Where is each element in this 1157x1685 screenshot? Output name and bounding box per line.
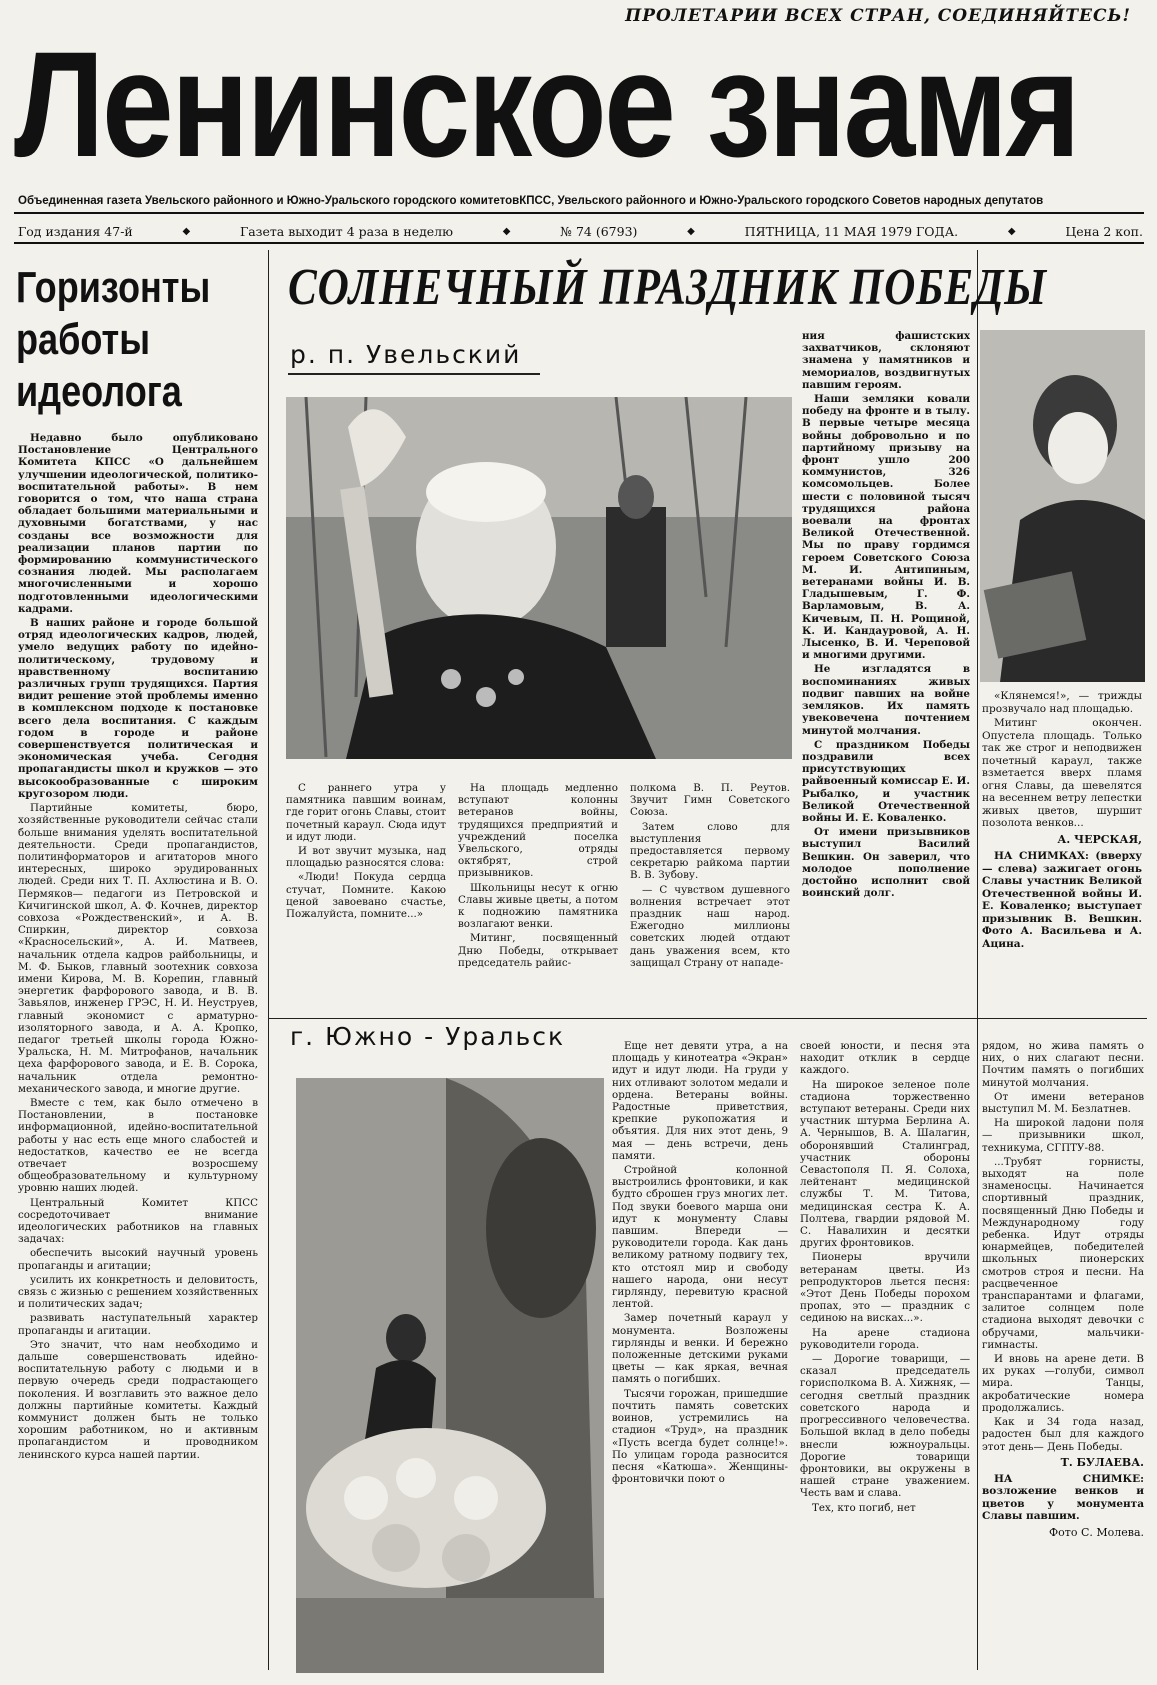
photo-caption-note: НА СНИМКЕ: возложение венков и цветов у монумента Славы павшим.: [982, 1472, 1144, 1523]
paragraph: обеспечить высокий научный уровень пропаганды и агитации;: [18, 1247, 258, 1272]
paragraph: На арене стадиона руководители города.: [800, 1326, 970, 1351]
paragraph: «Люди! Покуда сердца стучат, Помните. Какою ценой завоевано счастье, Пожалуйста, помните...»: [286, 871, 446, 921]
newspaper-title-text: Ленинское знамя: [14, 20, 1079, 188]
column-divider: [268, 250, 269, 1670]
article-column: [802, 330, 970, 1010]
section-divider: [268, 1018, 978, 1019]
paragraph: — Дорогие товарищи, — сказал председатель горисполкома В. А. Хижняк, — сегодня светлый праздник советского народа и прогрессивного человечества. Большой вклад в дело победы внесли южноуральцы. Дорогие товарищи фронтовики, вы окружены в нашей стране уважением. Честь вам и слава.: [800, 1353, 970, 1500]
paragraph: Стройной колонной выстроились фронтовики, и как будто сброшен груз многих лет. Под звуки боевого марша они идут к монументу Славы павшим. Впереди — руководители города. Как дань великому ратному подвигу тех, кто отстоял мир и свободу нашего народа, они несут гирлянду, перевитую красной лентой.: [612, 1164, 788, 1311]
paragraph: Митинг окончен. Опустела площадь. Только так же строг и неподвижен почетный караул, также взметается вверх пламя огня Славы, да шевелятся на весеннем ветру лепестки живых цветов, шуршит позолота венков...: [982, 717, 1142, 829]
left-article-body: [18, 432, 258, 1664]
paragraph: Как и 34 года назад, радостен был для каждого этот день— День Победы.: [982, 1416, 1144, 1453]
paragraph: С праздником Победы поздравили всех присутствующих райвоенный комиссар Е. И. Рыбалко, и участник Великой Отечественной войны И. Е. Коваленко.: [802, 738, 970, 824]
main-headline: СОЛНЕЧНЫЙ ПРАЗДНИК ПОБЕДЫ: [288, 259, 1047, 316]
photo-caption-note: НА СНИМКАХ: (вверху— слева) зажигает огонь Славы участник Великой Отечественной войны И. Е. Коваленко; выступает призывник В. Вешкин. Фото А. Васильева и А. Ацина.: [982, 850, 1142, 950]
issue-info-bar: [18, 224, 1143, 239]
column-divider: [977, 250, 978, 1670]
paragraph: Партийные комитеты, бюро, хозяйственные руководители сейчас стали больше внимания уделять воспитательной деятельности. Среди пропагандистов, политинформаторов и агитаторов много интересных, широко эрудированных людей. Среди них Т. П. Ахлюстина и В. О. Пермяков— педагоги из Петровской и Кичигинской школ, А. Ф. Кочнев, директор совхоза «Рождественский», и А. В. Спиркин, директор совхоза «Красносельский», А. И. Матвеев, начальник отдела кадров райбольницы, и М. Ф. Быков, главный зоотехник совхоза имени Кирова, М. В. Корепин, главный энергетик фарфорового завода, и В. В. Завьялов, инженер ГРЭС, Н. И. Неуструев, главный экономист с арматурно-изоляторного завода, и А. А. Кропко, педагог третьей школы города Южно-Уральска, Н. М. Митрофанов, начальник цеха фарфорового завода, и Е. В. Сорока, начальник отдела ремонтно- механического завода, и многие другие.: [18, 802, 258, 1095]
diamond-icon: ◆: [1007, 226, 1016, 237]
paragraph: усилить их конкретность и деловитость, связь с жизнью с решением хозяйственных и политических задач;: [18, 1273, 258, 1311]
paragraph: Тех, кто погиб, нет: [812, 1501, 916, 1514]
photo-wreath-laying: [296, 1078, 604, 1673]
article-column: [612, 1040, 788, 1665]
paragraph: ния фашистских захватчиков, склоняют знамена у памятников и мемориалов, воздвигнутых павшим героям.: [802, 330, 970, 391]
issue-price: Цена 2 коп.: [1065, 224, 1143, 239]
paragraph: И вновь на арене дети. В их руках —голуби, символ мира. Танцы, акробатические номера продолжались.: [982, 1353, 1144, 1414]
paragraph: С раннего утра у памятника павшим воинам, где горит огонь Славы, стоит почетный караул. Сюда идут и идут люди.: [286, 782, 446, 843]
paragraph: На площадь медленно вступают колонны ветеранов войны, трудящихся предприятий и учреждений поселка Увельского, отряды октябрят, строй призывников.: [458, 782, 618, 880]
photo-credit: Фото С. Молева.: [1049, 1525, 1144, 1539]
paragraph: Вместе с тем, как было отмечено в Постановлении, в постановке информационной, идейно-воспитательной работы у нас есть еще много слабостей и недостатков, качество ее не всегда отвечает возросшему общеобразовательному и культурному уровню наших людей.: [18, 1096, 258, 1195]
photo-conscript-speaking: [980, 330, 1145, 682]
place-underline: [288, 373, 540, 375]
diamond-icon: ◆: [502, 226, 511, 237]
paragraph: От имени ветеранов выступил М. М. Безлатнев.: [982, 1090, 1144, 1116]
paragraph: На широкой ладони поля — призывники школ, техникума, СГПТУ-88.: [982, 1117, 1144, 1154]
paragraph: — С чувством душевного волнения встречает этот праздник наш народ. Ежегодно миллионы советских людей отдают дань уважения всем, кто защищал Страну от нападе-: [630, 883, 790, 969]
publication-frequency: Газета выходит 4 раза в неделю: [239, 224, 453, 239]
masthead-subtitle: Объединенная газета Увельского районного и Южно-Уральского городского комитетовКПСС, Увельского районного и Южно-Уральского городского Советов народных депутатов: [18, 195, 1044, 207]
paragraph: Еще нет девяти утра, а на площадь у кинотеатра «Экран» идут и идут люди. На груди у них отливают золотом медали и ордена. Ветераны войны. Радостные приветствия, крепкие рукопожатия и объятия. Для них этот день, 9 мая — день встречи, день памяти.: [612, 1040, 788, 1162]
paragraph: От имени призывников выступил Василий Вешкин. Он заверил, что молодое пополнение достойно исполнит свой воинский долг.: [802, 826, 970, 900]
diamond-icon: ◆: [687, 226, 695, 237]
issue-date: ПЯТНИЦА, 11 МАЯ 1979 ГОДА.: [744, 224, 959, 239]
issue-number: № 74 (6793): [560, 224, 638, 239]
article-column: [630, 782, 790, 1012]
paragraph: Тысячи горожан, пришедшие почтить память советских воинов, устремились на стадион «Труд», на праздник «Пусть всегда будет солнце!». По улицам города разносится песня «Катюша». Женщины-фронтовички поют о: [612, 1387, 788, 1486]
paragraph: ...Трубят горнисты, выходят на поле знаменосцы. Начинается спортивный праздник, посвященный Дню Победы и Международному году ребенка. Идут отряды юнармейцев, победителей школьных пионерских смотров строя и песни. На расцвеченное транспарантами и флагами, залитое солнцем поле стадиона выходят девочки с обручами, мальчики-гимнасты.: [982, 1155, 1144, 1351]
paragraph: Центральный Комитет КПСС сосредоточивает внимание идеологических работников на главных задачах:: [18, 1196, 258, 1246]
paragraph: рядом, но жива память о них, о них слагают песни. Почтим память о погибших минутой молчания.: [982, 1040, 1144, 1089]
newspaper-title: [14, 18, 1142, 190]
diamond-icon: ◆: [182, 226, 191, 237]
right-top-caption: [982, 690, 1142, 1010]
paragraph: Митинг, посвященный Дню Победы, открывает председатель райис-: [458, 932, 618, 969]
paragraph: Наши земляки ковали победу на фронте и в тылу. В первые четыре месяца войны добровольно и по партийному призыву на фронт ушло 200 коммунистов, 326 комсомольцев. Более шести с половиной тысяч трудящихся района воевали на фронтах Великой Отечественной. Мы по праву гордимся героем Советского Союза М. И. Антипиным, ветеранами войны И. В. Гладышевым, Г. Ф. Варламовым, В. А. Кичевым, П. Н. Рощиной, К. И. Кандауровой, А. Н. Лысенко, В. И. Череповой и многими другими.: [802, 393, 970, 662]
paragraph: «Клянемся!», — трижды прозвучало над площадью.: [982, 690, 1142, 715]
divider-rule: [14, 242, 1144, 244]
author-signature: А. ЧЕРСКАЯ,: [1057, 832, 1142, 846]
publication-year: Год издания 47-й: [18, 224, 133, 239]
paragraph: Недавно было опубликовано Постановление Центрального Комитета КПСС «О дальнейшем улучшении идеологической, политико-воспитательной работы». В нем говорится о том, что наша страна обладает большими материальными и духовными богатствами, у нас созданы все возможности для реализации планов партии по формированию коммунистического сознания людей. Мы располагаем многочисленными и хорошо подготовленными идеологическими кадрами.: [18, 432, 258, 615]
paragraph: своей юности, и песня эта находит отклик в сердце каждого.: [800, 1040, 970, 1077]
paragraph: На широкое зеленое поле стадиона торжественно вступают ветераны. Среди них участник штурма Берлина А. А. Чернышов, В. А. Шалагин, оборонявший Сталинград, участник обороны Севастополя П. Я. Солоха, лейтенант медицинской службы Т. М. Титова, медицинская сестра К. А. Полтева, гвардии рядовой М. С. Навалихин и десятки других фронтовиков.: [800, 1078, 970, 1250]
paragraph: Затем слово для выступления предоставляется первому секретарю райкома партии В. В. Зубову.: [630, 820, 790, 882]
divider-rule: [14, 212, 1144, 214]
paragraph: Школьницы несут к огню Славы живые цветы, а потом к подножию памятника возлагают венки.: [458, 881, 618, 931]
left-article-title: Горизонты работы идеолога: [16, 263, 211, 416]
place-heading-yuzhnouralsk: г. Южно - Уральск: [290, 1022, 566, 1051]
paragraph: И вот звучит музыка, над площадью разносятся слова:: [286, 845, 446, 870]
section-divider: [977, 1018, 1147, 1019]
paragraph: Пионеры вручили ветеранам цветы. Из репродукторов льется песня: «Этот День Победы порохом пропах, это — праздник с сединою на висках...».: [800, 1251, 970, 1325]
paragraph: В наших районе и городе большой отряд идеологических кадров, людей, умело ведущих работу по идейно-политическому, трудовому и нравственному воспитанию различных групп трудящихся. Партия видит решение этой проблемы именно в комплексном подходе к постановке всего дела воспитания. С каждым годом в городе и районе совершенствуется политическая и экономическая учеба. Сегодня пропагандисты школ и кружков — это высокообразованные с широким кругозором люди.: [18, 617, 258, 800]
masthead-motto: ПРОЛЕТАРИИ ВСЕХ СТРАН, СОЕДИНЯЙТЕСЬ!: [625, 6, 1131, 26]
article-column: [982, 1040, 1144, 1670]
author-signature: Т. БУЛАЕВА.: [1060, 1455, 1144, 1469]
place-heading-uvelsky: р. п. Увельский: [290, 340, 522, 369]
paragraph: полкома В. П. Реутов. Звучит Гимн Советского Союза.: [630, 782, 790, 819]
photo-veteran-torch: [286, 397, 792, 759]
article-column: [800, 1040, 970, 1665]
paragraph: Замер почетный караул у монумента. Возложены гирлянды и венки. И бережно положенные детскими руками цветы — как яркая, вечная память о погибших.: [612, 1312, 788, 1386]
paragraph: Не изгладятся в воспоминаниях живых подвиг павших на войне земляков. Их память увековечена почтением минутой молчания.: [802, 663, 970, 737]
paragraph: Это значит, что нам необходимо и дальше совершенствовать идейно-воспитательную работу с людьми и в первую очередь среди подрастающего поколения. И возглавить это важное дело должны партийные комитеты. Каждый коммунист должен быть не только хорошим работником, но и активным пропагандистом и проводником ленинского курса нашей партии.: [18, 1338, 258, 1461]
article-column: [458, 782, 618, 1012]
article-column: [286, 782, 446, 1012]
paragraph: развивать наступательный характер пропаганды и агитации.: [18, 1312, 258, 1337]
